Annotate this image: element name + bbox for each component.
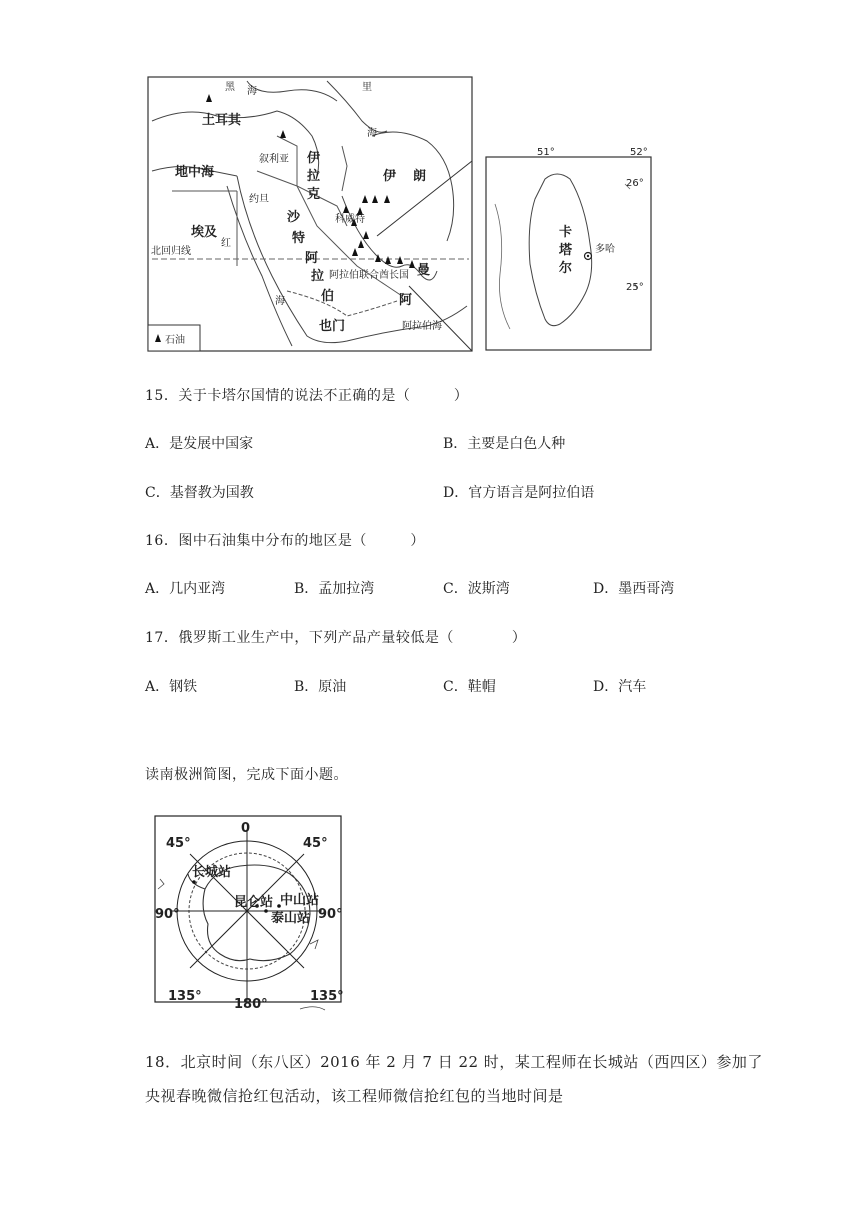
q16-option-c[interactable]: C．波斯湾 <box>443 581 510 597</box>
taishan-station-label: 泰山站 <box>271 911 311 926</box>
question-15-stem: 15．关于卡塔尔国情的说法不正确的是（ ） <box>145 388 469 404</box>
longitude-51-label: 51° <box>537 147 555 158</box>
jordan-label: 约旦 <box>249 194 269 205</box>
q16-option-d[interactable]: D．墨西哥湾 <box>593 581 675 597</box>
longitude-52-label: 52° <box>630 147 648 158</box>
q15-option-c[interactable]: C．基督教为国教 <box>145 485 254 501</box>
q16-option-b[interactable]: B．孟加拉湾 <box>294 581 375 597</box>
uae-label: 阿拉伯联合酋长国 <box>329 270 409 281</box>
egypt-label: 埃及 <box>191 225 218 240</box>
qatar-label-1: 卡 <box>559 225 573 240</box>
latitude-26-label: 26° <box>626 178 644 189</box>
oil-legend-label: 石油 <box>165 335 185 346</box>
longitude-45-right-label: 45° <box>303 836 328 851</box>
kuwait-label: 科威特 <box>335 214 365 225</box>
red-sea-label-1: 红 <box>221 238 231 249</box>
iran-label-2: 朗 <box>413 169 427 184</box>
qatar-label-2: 塔 <box>559 243 573 258</box>
middle-east-map <box>147 76 473 352</box>
saudi-label-4: 拉 <box>311 269 325 284</box>
saudi-label-1: 沙 <box>287 210 301 225</box>
saudi-label-2: 特 <box>292 231 306 246</box>
changcheng-station-icon <box>192 880 196 884</box>
syria-label: 叙利亚 <box>259 154 289 165</box>
qatar-inset-map <box>485 144 652 351</box>
black-sea-label-2: 海 <box>247 86 257 97</box>
longitude-90-left-label: 90° <box>155 907 180 922</box>
mediterranean-label: 地中海 <box>175 165 215 180</box>
longitude-90-right-label: 90° <box>318 907 343 922</box>
tropic-of-cancer-label: 北回归线 <box>151 246 191 257</box>
q17-option-a[interactable]: A．钢铁 <box>145 679 198 695</box>
iraq-label-3: 克 <box>307 187 321 202</box>
question-17-stem: 17．俄罗斯工业生产中，下列产品产量较低是（ ） <box>145 630 527 646</box>
iraq-label-1: 伊 <box>307 151 321 166</box>
q17-option-b[interactable]: B．原油 <box>294 679 347 695</box>
caspian-label-2: 海 <box>367 128 377 139</box>
oman-label-2: 阿 <box>399 293 413 308</box>
oman-label-1: 曼 <box>417 263 431 278</box>
saudi-label-5: 伯 <box>321 289 335 304</box>
longitude-180-label: 180° <box>234 997 268 1012</box>
q16-option-a[interactable]: A．几内亚湾 <box>145 581 226 597</box>
black-sea-label-1: 黑 <box>225 82 235 93</box>
q15-option-a[interactable]: A．是发展中国家 <box>145 436 254 452</box>
q17-option-c[interactable]: C．鞋帽 <box>443 679 496 695</box>
yemen-label: 也门 <box>319 319 346 334</box>
question-18-line-1: 18．北京时间（东八区）2016 年 2 月 7 日 22 时，某工程师在长城站（西四区）参加了 <box>145 1053 763 1071</box>
turkey-label: 土耳其 <box>202 113 242 128</box>
iraq-label-2: 拉 <box>307 169 321 184</box>
zhongshan-station-label: 中山站 <box>280 893 320 908</box>
doha-label: 多哈 <box>595 244 615 255</box>
caspian-label-1: 里 <box>362 82 372 93</box>
iran-label-1: 伊 <box>383 169 397 184</box>
longitude-135-right-label: 135° <box>310 989 344 1004</box>
arabian-sea-label: 阿拉伯海 <box>402 321 442 332</box>
question-18-line-2: 央视春晚微信抢红包活动，该工程师微信抢红包的当地时间是 <box>145 1087 564 1105</box>
changcheng-station-label: 长城站 <box>192 865 232 880</box>
longitude-0-label: 0 <box>241 821 251 836</box>
red-sea-label-2: 海 <box>275 296 285 307</box>
latitude-25-label: 25° <box>626 282 644 293</box>
antarctica-intro: 读南极洲简图，完成下面小题。 <box>145 767 348 783</box>
longitude-135-left-label: 135° <box>168 989 202 1004</box>
q15-option-d[interactable]: D．官方语言是阿拉伯语 <box>443 485 595 501</box>
q17-option-d[interactable]: D．汽车 <box>593 679 647 695</box>
kunlun-station-label: 昆仑站 <box>234 895 274 910</box>
longitude-45-left-label: 45° <box>166 836 191 851</box>
q15-option-b[interactable]: B．主要是白色人种 <box>443 436 566 452</box>
question-16-stem: 16．图中石油集中分布的地区是（ ） <box>145 533 425 549</box>
antarctica-map <box>150 814 350 1014</box>
saudi-label-3: 阿 <box>305 251 319 266</box>
qatar-label-3: 尔 <box>559 261 573 276</box>
